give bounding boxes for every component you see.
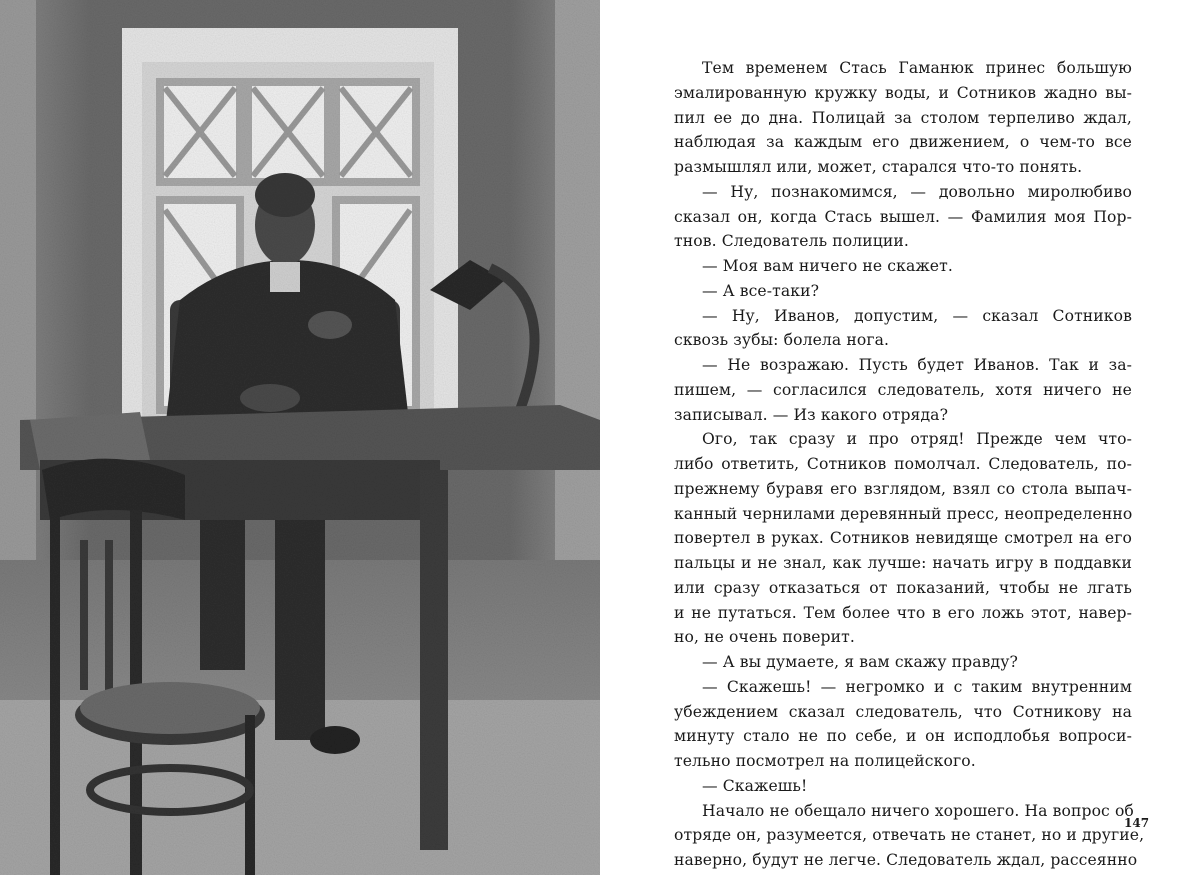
- text-line: тельно посмотрел на полицейского.: [674, 752, 976, 770]
- text-line: повертел в руках. Сотников невидяще смотрел на его: [674, 529, 1132, 548]
- text-line: — А все-таки?: [702, 281, 820, 300]
- text-line: наблюдая за каждым его движением, о чем-то все: [674, 133, 1132, 152]
- text-line: — Ну, познакомимся, — довольно миролюбиво: [702, 182, 1132, 201]
- text-line: — Скажешь!: [702, 776, 808, 795]
- text-line: — Моя вам ничего не скажет.: [702, 257, 953, 275]
- text-line: наверно, будут не легче. Следователь ждал, рассеянно: [674, 851, 1138, 869]
- text-line: отряде он, разумеется, отвечать не станет, но и другие,: [674, 826, 1145, 845]
- text-line: — Скажешь! — негромко и с таким внутренним: [702, 677, 1132, 696]
- text-line: записывал. — Из какого отряда?: [674, 405, 949, 424]
- text-line: — А вы думаете, я вам скажу правду?: [702, 653, 1018, 671]
- text-line: Ого, так сразу и про отряд! Прежде чем что-: [702, 430, 1132, 449]
- text-line: убеждением сказал следователь, что Сотникову на: [674, 702, 1132, 721]
- text-line: но, не очень поверит.: [674, 628, 855, 647]
- text-line: — Не возражаю. Пусть будет Иванов. Так и за-: [702, 356, 1132, 374]
- text-line: канный чернилами деревянный пресс, неопределенно: [674, 504, 1133, 523]
- text-line: пил ее до дна. Полицай за столом терпеливо ждал,: [674, 108, 1132, 127]
- page-number: 147: [1124, 816, 1150, 830]
- text-line: сквозь зубы: болела нога.: [674, 331, 890, 350]
- text-line: либо ответить, Сотников помолчал. Следователь, по-: [674, 455, 1132, 473]
- text-line: размышлял или, может, старался что-то понять.: [674, 158, 1083, 176]
- text-line: пальцы и не знал, как лучше: начать игру в поддавки: [674, 554, 1132, 572]
- text-line: прежнему буравя его взглядом, взял со стола выпач-: [674, 479, 1132, 498]
- text-line: сказал он, когда Стась вышел. — Фамилия моя Пор-: [674, 207, 1132, 226]
- text-line: Тем временем Стась Гаманюк принес большую: [702, 59, 1132, 77]
- text-line: пишем, — согласился следователь, хотя ничего не: [674, 380, 1132, 399]
- text-line: минуту стало не по себе, и он исподлобья вопроси-: [674, 727, 1132, 746]
- text-line: тнов. Следователь полиции.: [674, 232, 909, 251]
- text-line: или сразу отказаться от показаний, чтобы не лгать: [674, 578, 1132, 597]
- text-line: Начало не обещало ничего хорошего. На вопрос об: [702, 801, 1134, 820]
- text-line: и не путаться. Тем более что в его ложь этот, навер-: [674, 603, 1132, 622]
- text-line: эмалированную кружку воды, и Сотников жадно вы-: [674, 83, 1132, 102]
- text-line: — Ну, Иванов, допустим, — сказал Сотников: [702, 306, 1132, 325]
